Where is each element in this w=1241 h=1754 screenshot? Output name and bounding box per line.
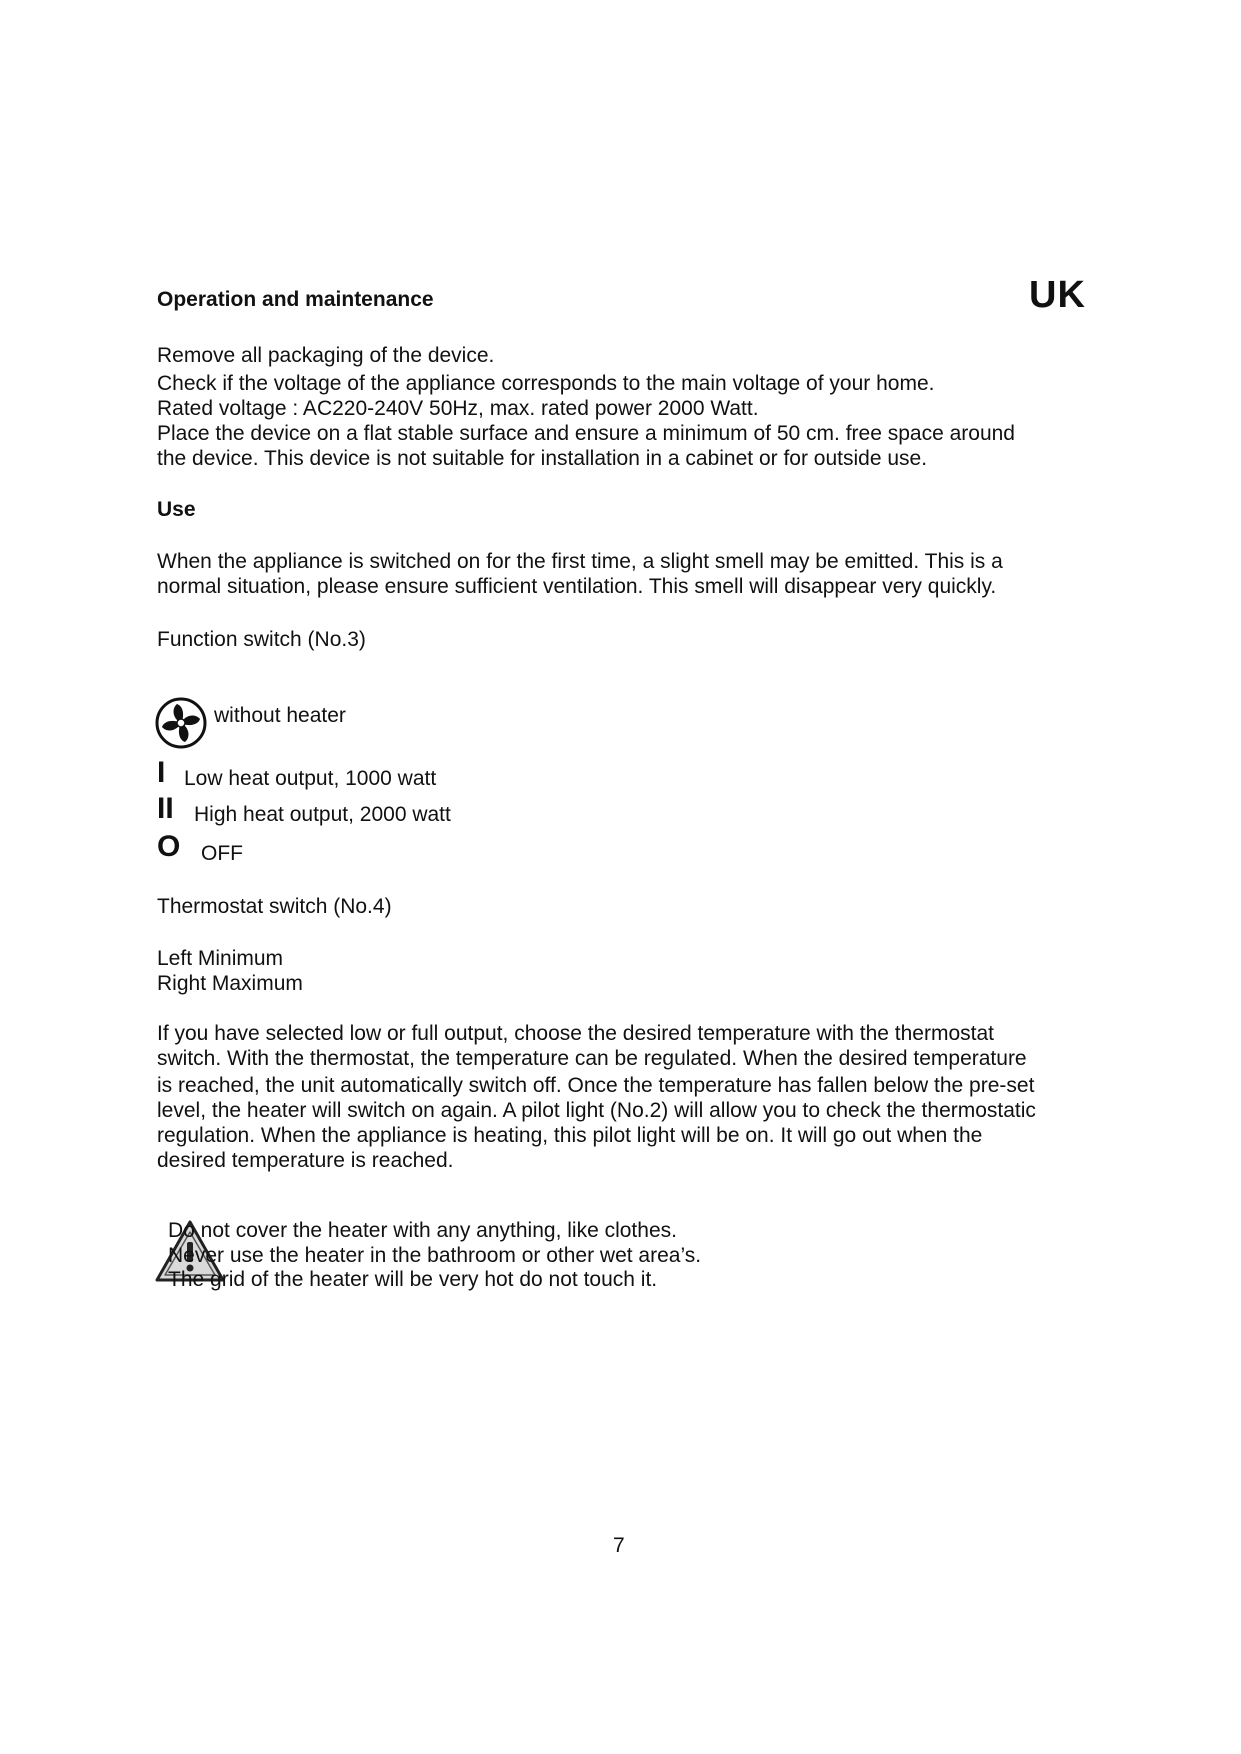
mode-symbol-off: O [157,830,181,863]
first-use-line: When the appliance is switched on for the first time, a slight smell may be emitted. This is a [157,550,1003,573]
section-title: Operation and maintenance [157,288,434,311]
intro-line: Place the device on a flat stable surface and ensure a minimum of 50 cm. free space around [157,422,1015,445]
thermostat-setting: Left Minimum [157,947,284,970]
intro-line: Remove all packaging of the device. [157,344,495,367]
fan-icon [155,697,207,749]
thermostat-description-line: switch. With the thermostat, the temperature can be regulated. When the desired temperature [157,1047,1027,1070]
first-use-line: normal situation, please ensure sufficient ventilation. This smell will disappear very quickly. [157,575,997,598]
intro-line: Rated voltage : AC220-240V 50Hz, max. rated power 2000 Watt. [157,397,759,420]
mode-label-high: High heat output, 2000 watt [194,803,451,826]
fan-mode-label: without heater [214,704,346,727]
use-heading: Use [157,498,196,521]
warning-line: Never use the heater in the bathroom or other wet area’s. [168,1244,702,1267]
intro-line: the device. This device is not suitable for installation in a cabinet or for outside use. [157,447,928,470]
warning-line: The grid of the heater will be very hot do not touch it. [168,1268,658,1291]
thermostat-description-line: desired temperature is reached. [157,1149,454,1172]
mode-label-off: OFF [201,842,243,865]
thermostat-description-line: is reached, the unit automatically switch off. Once the temperature has fallen below the pre-set [157,1074,1035,1097]
thermostat-description-line: If you have selected low or full output, choose the desired temperature with the thermostat [157,1022,994,1045]
mode-symbol-high: II [157,792,174,825]
page-number: 7 [613,1534,625,1557]
mode-label-low: Low heat output, 1000 watt [184,767,437,790]
mode-symbol-low: I [157,756,166,789]
thermostat-description-line: level, the heater will switch on again. A pilot light (No.2) will allow you to check the thermostatic [157,1099,1036,1122]
language-code: UK [1029,274,1086,316]
thermostat-setting: Right Maximum [157,972,303,995]
thermostat-heading: Thermostat switch (No.4) [157,895,392,918]
intro-line: Check if the voltage of the appliance corresponds to the main voltage of your home. [157,372,935,395]
warning-line: Do not cover the heater with any anything, like clothes. [168,1219,677,1242]
thermostat-description-line: regulation. When the appliance is heating, this pilot light will be on. It will go out when the [157,1124,983,1147]
function-switch-heading: Function switch (No.3) [157,628,366,651]
